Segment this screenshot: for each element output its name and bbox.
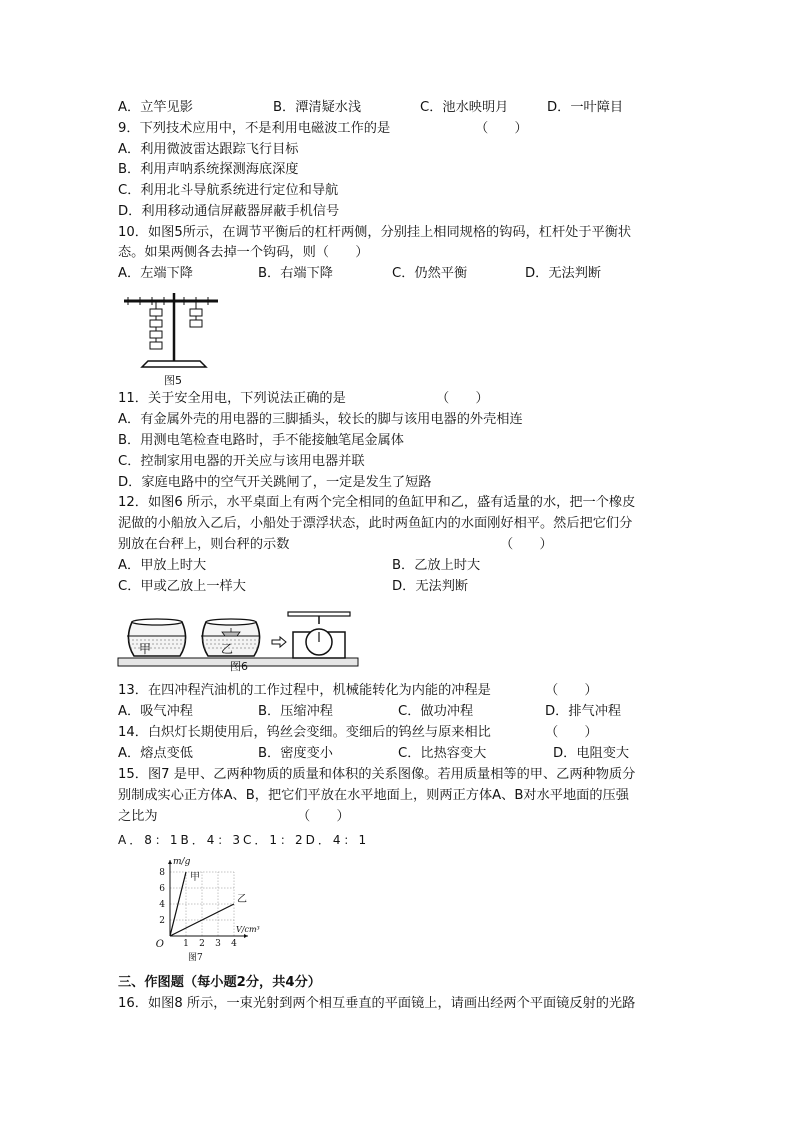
series-label-1: 乙 — [237, 894, 247, 905]
q8-option-a: A．立竿见影 — [118, 100, 193, 115]
q13-option-d: D．排气冲程 — [545, 704, 622, 719]
x-tick-label-1: 1 — [183, 939, 189, 949]
y-tick-label-8: 8 — [159, 868, 165, 878]
y-tick-label-6: 6 — [159, 884, 165, 894]
q14-option-b: B．密度变小 — [258, 746, 333, 761]
chart-title: 图7 — [188, 953, 203, 963]
q11-option-d: D．家庭电路中的空气开关跳闸了，一定是发生了短路 — [118, 475, 432, 490]
series-label-0: 甲 — [190, 872, 200, 883]
q11-answer-blank: （ ） — [436, 391, 489, 406]
q14-option-d: D．电阻变大 — [553, 746, 630, 761]
q9-option-b: B．利用声呐系统探测海底深度 — [118, 162, 299, 177]
q8-option-d: D．一叶障目 — [547, 100, 624, 115]
q15-answer-blank: （ ） — [297, 809, 350, 824]
x-axis-label: V/cm³ — [236, 925, 260, 934]
q9-stem: 9．下列技术应用中，不是利用电磁波工作的是 — [118, 121, 391, 136]
q9-option-c: C．利用北斗导航系统进行定位和导航 — [118, 183, 339, 198]
q11-stem: 11．关于安全用电，下列说法正确的是 — [118, 391, 346, 406]
q12-stem-line3: 别放在台秤上，则台秤的示数 — [118, 537, 290, 552]
q9-option-d: D．利用移动通信屏蔽器屏蔽手机信号 — [118, 204, 340, 219]
q10-option-c: C．仍然平衡 — [392, 266, 468, 281]
q10-option-a: A．左端下降 — [118, 266, 193, 281]
q11-option-b: B．用测电笔检查电路时，手不能接触笔尾金属体 — [118, 433, 404, 448]
section-3-title: 三、作图题（每小题2分，共4分） — [118, 975, 321, 990]
q14-option-c: C．比热容变大 — [398, 746, 487, 761]
q10-stem-line2: 态。如果两侧各去掉一个钩码，则（ ） — [118, 245, 369, 260]
y-axis-arrow — [168, 860, 172, 864]
y-tick-label-2: 2 — [159, 916, 165, 926]
tank-a-label: 甲 — [139, 642, 152, 656]
q10-stem-line1: 10．如图5所示，在调节平衡后的杠杆两侧，分别挂上相同规格的钩码，杠杆处于平衡状 — [118, 225, 632, 240]
x-tick-label-4: 4 — [231, 939, 237, 949]
figure-5-label: 图5 — [164, 374, 182, 387]
figure-7-mass-volume-chart — [150, 856, 270, 966]
q12-option-a: A．甲放上时大 — [118, 558, 207, 573]
q11-option-c: C．控制家用电器的开关应与该用电器并联 — [118, 454, 365, 469]
q15-stem-line3: 之比为 — [118, 809, 158, 824]
q11-option-a: A．有金属外壳的用电器的三脚插头，较长的脚与该用电器的外壳相连 — [118, 412, 523, 427]
q12-option-c: C．甲或乙放上一样大 — [118, 579, 246, 594]
q14-option-a: A．熔点变低 — [118, 746, 193, 761]
q13-answer-blank: （ ） — [545, 683, 598, 698]
q10-option-d: D．无法判断 — [525, 266, 602, 281]
y-tick-label-4: 4 — [159, 900, 165, 910]
q12-stem-line1: 12．如图6 所示，水平桌面上有两个完全相同的鱼缸甲和乙，盛有适量的水，把一个橡皮 — [118, 495, 636, 510]
q12-answer-blank: （ ） — [500, 537, 553, 552]
q14-answer-blank: （ ） — [545, 725, 598, 740]
q15-stem-line1: 15．图7 是甲、乙两种物质的质量和体积的关系图像。若用质量相等的甲、乙两种物质分 — [118, 767, 636, 782]
q14-stem: 14．白炽灯长期使用后，钨丝会变细。变细后的钨丝与原来相比 — [118, 725, 491, 740]
q15-stem-line2: 别制成实心正方体A、B，把它们平放在水平地面上，则两正方体A、B对水平地面的压强 — [118, 788, 629, 803]
figure-6-label: 图6 — [230, 660, 248, 673]
q8-option-c: C．池水映明月 — [420, 100, 509, 115]
q12-option-b: B．乙放上时大 — [392, 558, 481, 573]
q13-option-a: A．吸气冲程 — [118, 704, 193, 719]
q10-option-b: B．右端下降 — [258, 266, 333, 281]
q16-stem: 16．如图8 所示，一束光射到两个相互垂直的平面镜上，请画出经两个平面镜反射的光路 — [118, 996, 636, 1011]
q12-stem-line2: 泥做的小船放入乙后，小船处于漂浮状态，此时两鱼缸内的水面刚好相平。然后把它们分 — [118, 516, 633, 531]
series-line-0 — [170, 872, 186, 936]
y-axis-label: m/g — [173, 857, 191, 867]
q13-option-c: C．做功冲程 — [398, 704, 474, 719]
q9-answer-blank: （ ） — [475, 121, 528, 136]
q13-option-b: B．压缩冲程 — [258, 704, 333, 719]
x-tick-label-2: 2 — [199, 939, 205, 949]
x-axis-arrow — [244, 934, 248, 938]
q13-stem: 13．在四冲程汽油机的工作过程中，机械能转化为内能的冲程是 — [118, 683, 491, 698]
figure-5-lever — [118, 291, 228, 383]
tank-b-label: 乙 — [221, 642, 234, 656]
q12-option-d: D．无法判断 — [392, 579, 469, 594]
q9-option-a: A．利用微波雷达跟踪飞行目标 — [118, 142, 299, 157]
q8-option-b: B．潭清疑水浅 — [273, 100, 362, 115]
x-tick-label-3: 3 — [215, 939, 221, 949]
origin-label: O — [155, 939, 164, 950]
q15-options: A．8：1B．4：3C．1：2D．4：1 — [118, 833, 370, 847]
